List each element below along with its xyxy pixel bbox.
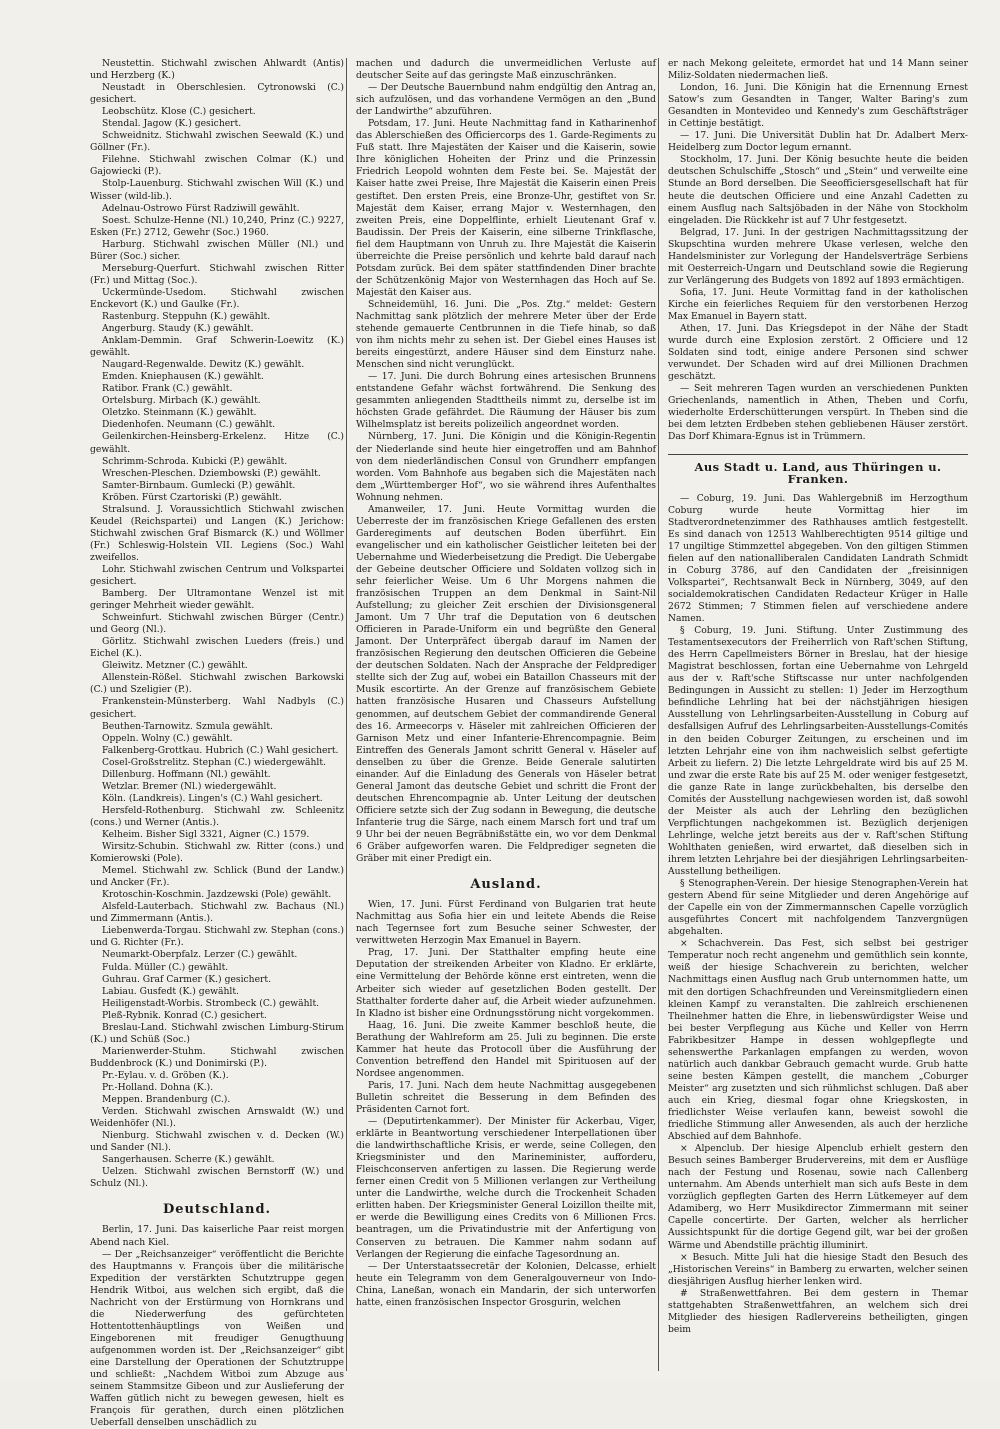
article-paragraph: # Straßenwettfahren. Bei dem gestern in Themar stattgehabten Straßenwettfahren, an welchem sich drei Mitglieder des hiesigen Radlervereins betheiligten, gingen beim <box>668 1287 968 1335</box>
article-paragraph: Schweidnitz. Stichwahl zwischen Seewald (K.) und Göllner (Fr.). <box>90 130 344 154</box>
article-paragraph: Wirsitz-Schubin. Stichwahl zw. Ritter (cons.) und Komierowski (Pole). <box>90 841 344 865</box>
article-paragraph: — (Deputirtenkammer). Der Minister für Ackerbau, Viger, erklärte in Beantwortung verschiedener Interpellationen über die landwirthschaftliche Krisis, er werde, seine Collegen, den Kriegsminister und den Marineminister, aufforderu, Fleischconserven anfertigen zu lassen. Die Regierung werde ferner einen Credit von 5 Millionen verlangen zur Vertheilung unter die Landwirthe, welche durch die Trockenheit Schaden erlitten haben. Der Kriegsminister General Loizillon theilte mit, er werde die Bewilligung eines Credits von 6 Millionen Frcs. beantragen, um die Privatindustrie mit der Anfertigung von Conserven zu betrauen. Die Kammer nahm sodann auf Verlangen der Regierung die einfache Tagesordnung an. <box>356 1116 656 1260</box>
article-paragraph: Breslau-Land. Stichwahl zwischen Limburg-Stirum (K.) und Schüß (Soc.) <box>90 1021 344 1045</box>
article-paragraph: Uckermünde-Usedom. Stichwahl zwischen Enckevort (K.) und Gaulke (Fr.). <box>90 286 344 310</box>
article-paragraph: Görlitz. Stichwahl zwischen Lueders (freis.) und Eichel (K.). <box>90 636 344 660</box>
article-paragraph: London, 16. Juni. Die Königin hat die Ernennung Ernest Satow's zum Gesandten in Tanger, Walter Baring's zum Gesandten in Montevideo und Kennedy's zum Geschäftsträger in Cettinje bestätigt. <box>668 82 968 130</box>
local-news <box>668 493 968 1336</box>
article-paragraph: Schweinfurt. Stichwahl zwischen Bürger (Centr.) und Georg (Nl.). <box>90 612 344 636</box>
article-paragraph: Merseburg-Querfurt. Stichwahl zwischen Ritter (Fr.) und Mittag (Soc.). <box>90 262 344 286</box>
column-middle <box>352 58 660 1373</box>
article-paragraph: Labiau. Gusfedt (K.) gewählt. <box>102 985 239 997</box>
domestic-news <box>356 82 656 865</box>
article-paragraph: Rastenburg. Steppuhn (K.) gewählt. <box>102 310 271 322</box>
article-paragraph: Emden. Kniephausen (K.) gewählt. <box>102 371 264 383</box>
article-paragraph: Neustadt in Oberschlesien. Cytronowski (C.) gesichert. <box>90 82 344 106</box>
article-paragraph: Heiligenstadt-Worbis. Strombeck (C.) gewählt. <box>102 997 320 1009</box>
article-paragraph: Meppen. Brandenburg (C.). <box>102 1094 231 1106</box>
article-paragraph: Leobschütz. Klose (C.) gesichert. <box>102 106 256 118</box>
article-paragraph: Diedenhofen. Neumann (C.) gewählt. <box>102 419 276 431</box>
article-paragraph: Haag, 16. Juni. Die zweite Kammer beschloß heute, die Berathung der Wahlreform am 25. Juli zu beginnen. Die erste Kammer hat heute das Protocoll über die Ausführung der Convention betreffend den Handel mit Spirituosen auf der Nordsee angenommen. <box>356 1019 656 1079</box>
article-paragraph: Stolp-Lauenburg. Stichwahl zwischen Will (K.) und Wisser (wild-lib.). <box>90 178 344 202</box>
article-paragraph: Amanweiler, 17. Juni. Heute Vormittag wurden die Ueberreste der im französischen Kriege Gefallenen des ersten Garderegiments auf deutschen Boden überführt. Ein evangelischer und ein katholischer Geistlicher leiteten bei der Uebernahme und Wiederbeisetzung die Predigt. Die Uebergabe der Gebeine deutscher Officiere und Soldaten vollzog sich in sehr feierlicher Weise. Um 6 Uhr Morgens nahmen die französischen Truppen an dem Denkmal in Saint-Nil Aufstellung; zu gleicher Zeit erschien der Divisionsgeneral Jamont. Um 7 Uhr traf die Deputation von 6 deutschen Officieren in Parade-Uniform ein und begrüßte den General Jamont. Der Unterpräfect übergab darauf im Namen der französischen Regierung den deutschen Officieren die Gebeine der deutschen Soldaten. Nach der Ansprache der Feldprediger stellte sich der Zug auf, wobei ein Bataillon Chasseurs mit der Musik escortirte. An der Grenze auf französischem Gebiete hatten französische Husaren und Chasseurs Aufstellung genommen, auf deutschem Gebiet der commandirende General des 16. Armeecorps v. Häseler mit zahlreichen Officieren der Garnison Metz und einer Infanterie-Ehrencompagnie. Beim Eintreffen des Generals Jamont schritt General v. Häseler auf denselben zu über die Grenze. Beide Generale salutirten einander. Auf die Einladung des Generals von Häseler betrat General Jamont das deutsche Gebiet und schritt die Front der deutschen Ehrencompagnie ab. Unter Leitung der deutschen Officiere setzte sich der Zug sodann in Bewegung, die deutsche Infanterie trug die Särge, nach einem Marsch fort und traf um 9 Uhr bei der neuen Begräbnißstätte ein, wo vor dem Denkmal 6 Gräber aufgeworfen waren. Die Feldprediger segneten die Gräber mit einer Predigt ein. <box>356 503 656 865</box>
article-paragraph: Adelnau-Ostrowo Fürst Radziwill gewählt. <box>102 202 300 214</box>
article-paragraph: — Der Deutsche Bauernbund nahm endgültig den Antrag an, sich aufzulösen, und das vorhandene Vermögen an den „Bund der Landwirthe“ abzuführen. <box>356 82 656 118</box>
article-paragraph: Bamberg. Der Ultramontane Wenzel ist mit geringer Mehrheit wieder gewählt. <box>90 588 344 612</box>
article-paragraph: Potsdam, 17. Juni. Heute Nachmittag fand in Katharinenhof das Ablerschießen des Officiercorps des 1. Garde-Regiments zu Fuß statt. Ihre Majestäten der Kaiser und die Kaiserin, sowie Ihre königlichen Hoheiten der Prinz und die Prinzessin Friedrich Leopold wohnten dem Feste bei. Se. Majestät der Kaiser hatte zwei Preise, Ihre Majestät die Kaiserin einen Preis gestiftet. Den ersten Preis, eine Bronze-Uhr, gestiftet von Sr. Majestät dem Kaiser, errang Major v. Westernhagen, den zweiten Preis, eine Doppelflinte, erhielt Lieutenant Graf v. Baudissin. Der Preis der Kaiserin, eine silberne Trinkflasche, fiel dem Hauptmann von Unruh zu. Ihre Majestät die Kaiserin überreichte die Preise persönlich und kehrte bald darauf nach Potsdam zurück. Bei dem später stattfindenden Diner brachte der Schützenkönig Major von Westernhagen das Hoch auf Se. Majestät den Kaiser aus. <box>356 118 656 298</box>
article-paragraph: — Der „Reichsanzeiger“ veröffentlicht die Berichte des Hauptmanns v. François über die militärische Expedition der verstärkten Schutztruppe gegen Hendrik Witboi, aus welchen sich ergibt, daß die Nachricht von der Erstürmung von Hornkrans und die Niederwerfung des gefürchteten Hottentottenhäuptlings von Weißen und Eingeborenen mit freudiger Genugthuung aufgenommen worden ist. Der „Reichsanzeiger“ gibt eine Darstellung der Operationen der Schutztruppe und schließt: „Nachdem Witboi zum Abzuge aus seinem Stammsitze Gibeon und zur Auslieferung der Waffen gütlich nicht zu bewegen gewesen, hielt es François für gerathen, durch einen plötzlichen Ueberfall denselben unschädlich zu <box>90 1248 344 1429</box>
article-paragraph: Soest. Schulze-Henne (Nl.) 10,240, Prinz (C.) 9227, Esken (Fr.) 2712, Gewehr (Soc.) 1960. <box>90 214 344 238</box>
article-paragraph: Wetzlar. Bremer (Nl.) wiedergewählt. <box>102 780 277 792</box>
article-paragraph: Belgrad, 17. Juni. In der gestrigen Nachmittagssitzung der Skupschtina wurden mehrere Ukase verlesen, welche den Handelsminister zur Vorlegung der Handelsverträge Serbiens mit Oesterreich-Ungarn und Deutschland sowie die Regierung zur Verlängerung des Budgets von 1892 auf 1893 ermächtigen. <box>668 226 968 286</box>
article-paragraph: Samter-Birnbaum. Gumlecki (P.) gewählt. <box>102 479 296 491</box>
article-paragraph: Schneidemühl, 16. Juni. Die „Pos. Ztg.“ meldet: Gestern Nachmittag sank plötzlich der mehrere Meter über der Erde stehende gemauerte Centbrunnen in die Tiefe hinab, so daß von ihm nichts mehr zu sehen ist. Der Giebel eines Hauses ist bereits eingestürzt, andere Häuser sind dem Einsturz nahe. Menschen sind nicht verunglückt. <box>356 298 656 371</box>
article-paragraph: × Besuch. Mitte Juli hat die hiesige Stadt den Besuch des „Historischen Vereins“ in Bamberg zu erwarten, welcher seinen diesjährigen Ausflug hierher lenken wird. <box>668 1251 968 1287</box>
section-heading-deutschland: Deutschland. <box>162 1202 272 1218</box>
article-paragraph: Dillenburg. Hoffmann (Nl.) gewählt. <box>102 768 271 780</box>
article-paragraph: Beuthen-Tarnowitz. Szmula gewählt. <box>102 720 273 732</box>
foreign-news-continued <box>668 82 968 443</box>
article-paragraph: Guhrau. Graf Carmer (K.) gesichert. <box>102 973 272 985</box>
article-paragraph: Marienwerder-Stuhm. Stichwahl zwischen Buddenbrock (K.) und Donimirski (P.). <box>90 1045 344 1069</box>
article-paragraph: Neustettin. Stichwahl zwischen Ahlwardt (Antis) und Herzberg (K.) <box>90 58 344 82</box>
article-paragraph: Harburg. Stichwahl zwischen Müller (Nl.) und Bürer (Soc.) sicher. <box>90 238 344 262</box>
article-paragraph: × Schachverein. Das Fest, sich selbst bei gestriger Temperatur noch recht angenehm und gemüthlich sein konnte, weiß der hiesige Schachverein zu berichten, welcher Nachmittags einen Ausflug nach Grub unternommen hatte, um mit den dortigen Schachfreunden und Vereinsmitgliedern einen kleinen Kampf zu veranstalten. Die zahlreich erschienenen Theilnehmer hatten die Ehre, in liebenswürdigster Weise und bei bester Verpflegung aus Küche und Keller von Herrn Fabrikbesitzer Hampe in dessen wohlgepflegte und sehenswerthe Parkanlagen empfangen zu werden, wovon natürlich auch dankbar Gebrauch gemacht wurde. Grub hatte seine besten Kämpen gestellt, die manchem „Coburger Meister“ arg zusetzten und sich rühmlichst schlugen. Daß aber auch ein Krieg, diesmal fogar ohne Kriegskosten, in friedlichster Weise verlaufen kann, beweist sowohl die friedliche Stimmung aller Anwesenden, als auch der herzliche Abschied auf dem Bahnhofe. <box>668 938 968 1143</box>
article-paragraph: Köln. (Landkreis). Lingen's (C.) Wahl gesichert. <box>102 792 323 804</box>
article-paragraph: Pr.-Eylau. v. d. Gröben (K.). <box>102 1069 229 1081</box>
article-paragraph: Berlin, 17. Juni. Das kaiserliche Paar reist morgen Abend nach Kiel. <box>90 1224 344 1248</box>
article-paragraph: Filehne. Stichwahl zwischen Colmar (K.) und Gajowiecki (P.). <box>90 154 344 178</box>
article-paragraph: Stralsund. J. Voraussichtlich Stichwahl zwischen Keudel (Reichspartei) und Langen (K.) Jerichow: Stichwahl zwischen Graf Bismarck (K.) und Wöllmer (Fr.) Schleswig-Holstein VII. Legiens (Soc.) Wahl zweifellos. <box>90 503 344 563</box>
article-paragraph: Ortelsburg. Mirbach (K.) gewählt. <box>102 395 261 407</box>
election-results-list <box>90 58 344 1190</box>
article-paragraph: Nürnberg, 17. Juni. Die Königin und die Königin-Regentin der Niederlande sind heute hier eingetroffen und am Bahnhof von dem niederländischen Consul von Grundherr empfangen worden. Vom Bahnhofe aus begaben sich die Majestäten nach dem „Württemberger Hof“, wo sie während ihres Aufenthaltes Wohnung nehmen. <box>356 431 656 503</box>
article-paragraph: Cosel-Großstrelitz. Stephan (C.) wiedergewählt. <box>102 756 326 768</box>
article-paragraph: Stendal. Jagow (K.) gesichert. <box>102 118 242 130</box>
article-paragraph: Geilenkirchen-Heinsberg-Erkelenz. Hitze (C.) gewählt. <box>90 431 344 455</box>
article-paragraph: Nienburg. Stichwahl zwischen v. d. Decken (W.) und Sander (Nl.). <box>90 1130 344 1154</box>
article-paragraph: Wien, 17. Juni. Fürst Ferdinand von Bulgarien trat heute Nachmittag aus Sofia hier ein und leitete Abends die Reise nach Tegernsee fort zum Besuche seiner Schwester, der verwittweten Herzogin Max Emanuel in Bayern. <box>356 899 656 947</box>
article-paragraph: Neumarkt-Oberpfalz. Lerzer (C.) gewählt. <box>102 949 298 961</box>
article-paragraph: Ratibor. Frank (C.) gewählt. <box>102 383 233 395</box>
article-paragraph: × Alpenclub. Der hiesige Alpenclub erhielt gestern den Besuch seines Bamberger Brudervereins, mit dem er Ausflüge nach der Festung und Rosenau, sowie nach Callenberg unternahm. Am Abends unterhielt man sich aufs Beste in dem vorzüglich gepflegten Garten des Herrn Lütkemeyer auf dem Adamiberg, wo Herr Musikdirector Zimmermann mit seiner Capelle concertirte. Der Garten, welcher als herrlicher Aussichtspunkt für die dortige Gegend gilt, war bei der großen Wärme und Abendstille prächtig illuminirt. <box>668 1143 968 1251</box>
article-paragraph: Pleß-Rybnik. Konrad (C.) gesichert. <box>102 1009 267 1021</box>
article-paragraph: Memel. Stichwahl zw. Schlick (Bund der Landw.) und Ancker (Fr.). <box>90 865 344 889</box>
article-paragraph: — Seit mehreren Tagen wurden an verschiedenen Punkten Griechenlands, namentlich in Athen, Theben und Corfu, wiederholte Erderschütterungen verspürt. In Theben sind die bei dem letzten Erdbeben stehen gebliebenen Häuser zerstört. Das Dorf Khimara-Egnus ist in Trümmern. <box>668 383 968 443</box>
article-paragraph: Falkenberg-Grottkau. Hubrich (C.) Wahl gesichert. <box>102 744 339 756</box>
article-paragraph: — 17. Juni. Die Universität Dublin hat Dr. Adalbert Merx-Heidelberg zum Doctor legum ernannt. <box>668 130 968 154</box>
article-paragraph: Stockholm, 17. Juni. Der König besuchte heute die beiden deutschen Schulschiffe „Stosch“ und „Stein“ und verweilte eine Stunde an Bord derselben. Die Seeofficiersgesellschaft hat für heute die deutschen Officiere und eine Anzahl Cadetten zu einem Ausflug nach Saltsjöbaden in der Nähe von Stockholm eingeladen. Die Rückkehr ist auf 7 Uhr festgesetzt. <box>668 154 968 226</box>
article-paragraph: Anklam-Demmin. Graf Schwerin-Loewitz (K.) gewählt. <box>90 335 344 359</box>
article-paragraph: Hersfeld-Rothenburg. Stichwahl zw. Schleenitz (cons.) und Werner (Antis.). <box>90 804 344 828</box>
article-paragraph: Gleiwitz. Metzner (C.) gewählt. <box>102 660 248 672</box>
article-paragraph: — Der Unterstaatssecretär der Kolonien, Delcasse, erhielt heute ein Telegramm von dem Generalgouverneur von Indo-China, Laneßan, wonach ein Mandarin, der sich unterworfen hatte, einen französischen Inspector Grosgurin, welchen <box>356 1260 656 1308</box>
article-paragraph: — Coburg, 19. Juni. Das Wahlergebniß im Herzogthum Coburg wurde heute Vormittag hier im Stadtverordnetenzimmer des Rathhauses amtlich festgestellt. Es sind danach von 12513 Wahlberechtigten 9514 giltige und 17 ungiltige Stimmzettel abgegeben. Von den giltigen Stimmen fielen auf den nationalliberalen Candidaten Landrath Schmidt in Coburg 3786, auf den Candidaten der „freisinnigen Volkspartei“, Rechtsanwalt Beck in Nürnberg, 3049, auf den socialdemokratischen Candidaten Redacteur Krüger in Halle 2672 Stimmen; 7 Stimmen fielen auf verschiedene andere Namen. <box>668 492 968 625</box>
article-paragraph: Angerburg. Staudy (K.) gewählt. <box>102 323 254 335</box>
column-left <box>86 58 348 1429</box>
article-paragraph: Wreschen-Pleschen. Dziembowski (P.) gewählt. <box>102 467 321 479</box>
article-paragraph: Paris, 17. Juni. Nach dem heute Nachmittag ausgegebenen Bulletin schreitet die Besserung in dem Befinden des Präsidenten Carnot fort. <box>356 1079 656 1115</box>
continuation-text: machen und dadurch die unvermeidlichen Verluste auf deutscher Seite auf das geringste Maß einzuschränken. <box>356 58 656 82</box>
article-paragraph: Pr.-Holland. Dohna (K.). <box>102 1081 214 1093</box>
article-paragraph: Fulda. Müller (C.) gewählt. <box>102 961 229 973</box>
section-heading-ausland: Ausland. <box>470 877 542 893</box>
section-heading-local: Aus Stadt u. Land, aus Thüringen u. Franken. <box>668 454 968 485</box>
article-paragraph: Krotoschin-Koschmin. Jazdzewski (Pole) gewählt. <box>102 889 332 901</box>
article-paragraph: Frankenstein-Münsterberg. Wahl Nadbyls (C.) gesichert. <box>90 696 344 720</box>
article-paragraph: § Stenographen-Verein. Der hiesige Stenographen-Verein hat gestern Abend für seine Mitglieder und deren Angehörige auf der Capelle ein von der Zimmermannschen Capelle vorzüglich ausgeführtes Concert mit nachfolgendem Tanzvergnügen abgehalten. <box>668 878 968 938</box>
article-paragraph: Allenstein-Rößel. Stichwahl zwischen Barkowski (C.) und Szeligier (P.). <box>90 672 344 696</box>
article-paragraph: Sangerhausen. Scherre (K.) gewählt. <box>102 1154 275 1166</box>
article-paragraph: Naugard-Regenwalde. Dewitz (K.) gewählt. <box>102 359 305 371</box>
article-paragraph: Kröben. Fürst Czartoriski (P.) gewählt. <box>102 491 282 503</box>
foreign-news <box>356 899 656 1309</box>
article-paragraph: Lohr. Stichwahl zwischen Centrum und Volkspartei gesichert. <box>90 563 344 588</box>
article-paragraph: Oletzko. Steinmann (K.) gewählt. <box>102 407 257 419</box>
article-paragraph: — 17. Juni. Die durch Bohrung eines artesischen Brunnens entstandene Gefahr wächst fortwährend. Die Senkung des gesammten anliegenden Stadttheils nimmt zu, derselbe ist im höchsten Grade gefährdet. Die Räumung der Häuser bis zum Wilhelmsplatz ist bereits polizeilich angeordnet worden. <box>356 371 656 431</box>
article-paragraph: § Coburg, 19. Juni. Stiftung. Unter Zustimmung des Testamentsexecutors der Freiherrlich von Raft'schen Stiftung, des Herrn Capellmeisters Börner in Breslau, hat der hiesige Magistrat beschlossen, fortan eine Uebernahme von Lehrgeld aus der v. Raft'sche Stiftscasse nur unter nachfolgenden Bedingungen in Aussicht zu stellen: 1) Jeder im Herzogthum befindliche Lehrling hat bei der nächstjährigen hiesigen Ausstellung von Lehrlingsarbeiten-Ausstellung in Coburg auf desfallsigen Aufruf des Lehrlingsarbeiten-Ausstellungs-Comités in den beiden Coburger Zeitungen, zu erscheinen und im letzten Lehrjahr eine von ihm nachweislich selbst gefertigte Arbeit zu liefern. 2) Die letzte Lehrgeldrate wird bis auf 25 M. und zwar die erste Rate bis auf 25 M. oder weniger festgesetzt, die ganze Rate in lange zurückbehalten, bis derselbe den Comités der Ausstellung nachgewiesen worden ist, daß sowohl der Meister als auch der Lehrling den bezüglichen Verpflichtungen nachgekommen ist. Bezüglich derjenigen Lehrlinge, welche jetzt bereits aus der v. Raft'schen Stiftung Wohlthaten genießen, wird erwartet, daß dieselben sich in ihrem letzten Lehrjahre bei der diesjährigen Lehrlingsarbeiten-Ausstellung betheiligen. <box>668 625 968 878</box>
article-paragraph: Liebenwerda-Torgau. Stichwahl zw. Stephan (cons.) und G. Richter (Fr.). <box>90 925 344 949</box>
article-paragraph: Prag, 17. Juni. Der Statthalter empfing heute eine Deputation der streikenden Arbeiter von Kladno. Er erklärte, eine Vermittelung der Behörde könne erst eintreten, wenn die Arbeiter sich wieder auf gesetzlichen Boden gestellt. Der Statthalter forderte daher auf, die Arbeit wieder aufzunehmen. In Kladno ist bisher eine Ordnungsstörung nicht vorgekommen. <box>356 947 656 1019</box>
article-paragraph: Kelheim. Bisher Sigl 3321, Aigner (C.) 1579. <box>102 829 310 840</box>
column-right <box>664 58 972 1373</box>
deutschland-news <box>90 1224 344 1429</box>
article-paragraph: Verden. Stichwahl zwischen Arnswaldt (W.) und Weidenhöfer (Nl.). <box>90 1106 344 1130</box>
article-paragraph: Schrimm-Schroda. Kubicki (P.) gewählt. <box>102 455 288 467</box>
article-paragraph: Alsfeld-Lauterbach. Stichwahl zw. Bachaus (Nl.) und Zimmermann (Antis.). <box>90 901 344 925</box>
article-paragraph: Sofia, 17. Juni. Heute Vormittag fand in der katholischen Kirche ein feierliches Requiem für den verstorbenen Herzog Max Emanuel in Bayern statt. <box>668 286 968 322</box>
article-paragraph: Athen, 17. Juni. Das Kriegsdepot in der Nähe der Stadt wurde durch eine Explosion zerstört. 2 Officiere und 12 Soldaten sind todt, einige andere Personen sind schwer verwundet. Der Schaden wird auf drei Millionen Drachmen geschätzt. <box>668 323 968 383</box>
article-paragraph: Uelzen. Stichwahl zwischen Bernstorff (W.) und Schulz (Nl.). <box>90 1166 344 1190</box>
continuation-text: er nach Mekong geleitete, ermordet hat und 14 Mann seiner Miliz-Soldaten niedermachen ließ. <box>668 58 968 82</box>
article-paragraph: Oppeln. Wolny (C.) gewählt. <box>102 732 233 744</box>
